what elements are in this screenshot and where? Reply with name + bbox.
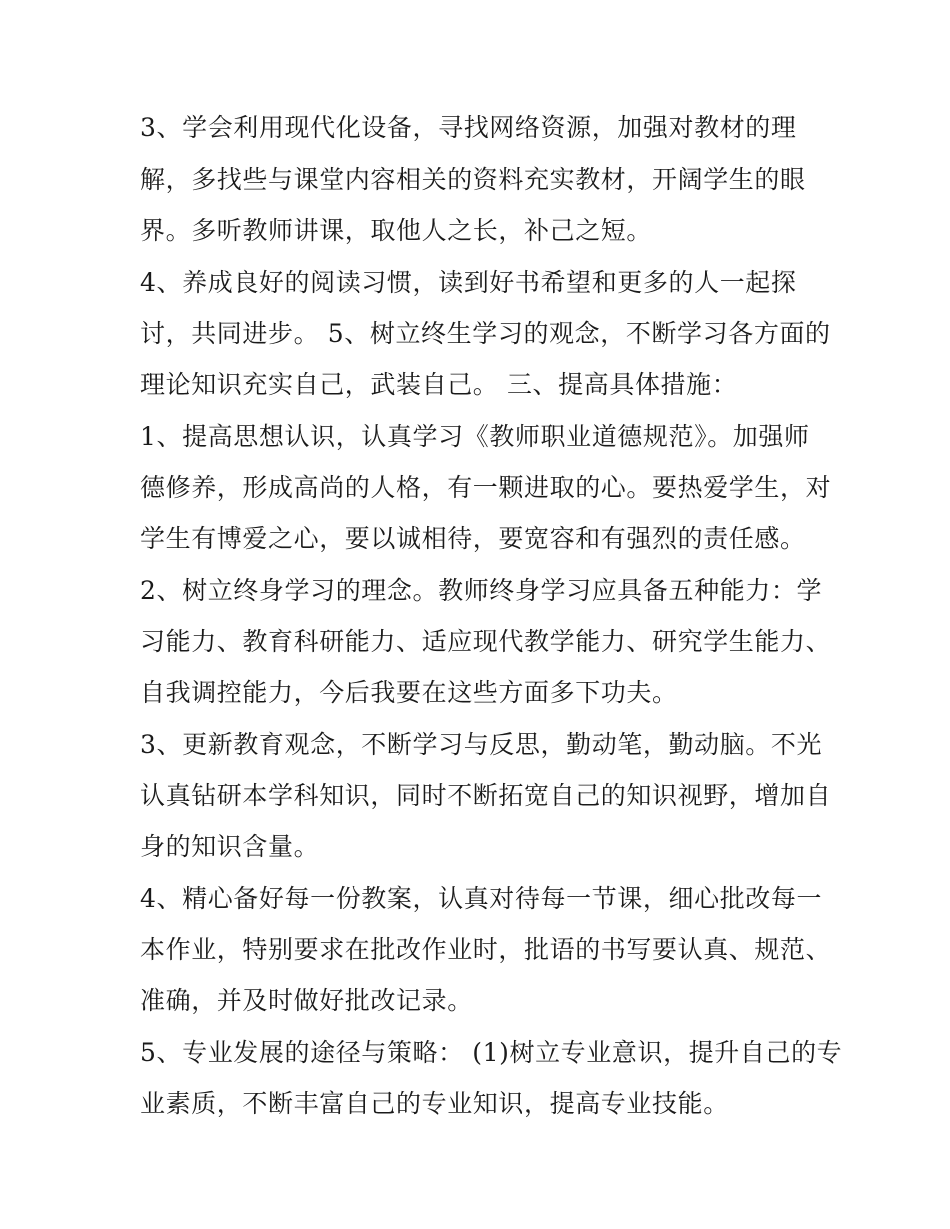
text-line: 理论知识充实自己，武装自己。 三、提高具体措施： [140,370,738,399]
text-line: 5、专业发展的途径与策略： (1)树立专业意识，提升自己的专 [140,1038,843,1067]
text-line: 准确，并及时做好批改记录。 [140,986,473,1015]
text-line: 界。多听教师讲课，取他人之长，补己之短。 [140,216,653,245]
text-line: 身的知识含量。 [140,832,320,861]
text-line: 4、养成良好的阅读习惯，读到好书希望和更多的人一起探 [140,268,797,297]
text-line: 1、提高思想认识，认真学习《教师职业道德规范》。加强师 [140,422,810,451]
text-line: 自我调控能力，今后我要在这些方面多下功夫。 [140,678,678,707]
text-line: 业素质，不断丰富自己的专业知识，提高专业技能。 [140,1089,729,1118]
text-line: 2、树立终身学习的理念。教师终身学习应具备五种能力：学 [140,576,823,605]
text-line: 4、精心备好每一份教案，认真对待每一节课，细心批改每一 [140,884,823,913]
text-line: 3、学会利用现代化设备，寻找网络资源，加强对教材的理 [140,113,797,142]
text-line: 习能力、教育科研能力、适应现代教学能力、研究学生能力、 [140,627,832,656]
text-line: 讨，共同进步。 5、树立终生学习的观念，不断学习各方面的 [140,319,831,348]
text-line: 3、更新教育观念，不断学习与反思，勤动笔，勤动脑。不光 [140,730,823,759]
text-line: 学生有博爱之心，要以诚相待，要宽容和有强烈的责任感。 [140,524,806,553]
text-line: 解，多找些与课堂内容相关的资料充实教材，开阔学生的眼 [140,165,806,194]
text-line: 认真钻研本学科知识，同时不断拓宽自己的知识视野，增加自 [140,781,832,810]
text-line: 本作业，特别要求在批改作业时，批语的书写要认真、规范、 [140,935,832,964]
text-line: 德修养，形成高尚的人格，有一颗进取的心。要热爱学生，对 [140,473,832,502]
